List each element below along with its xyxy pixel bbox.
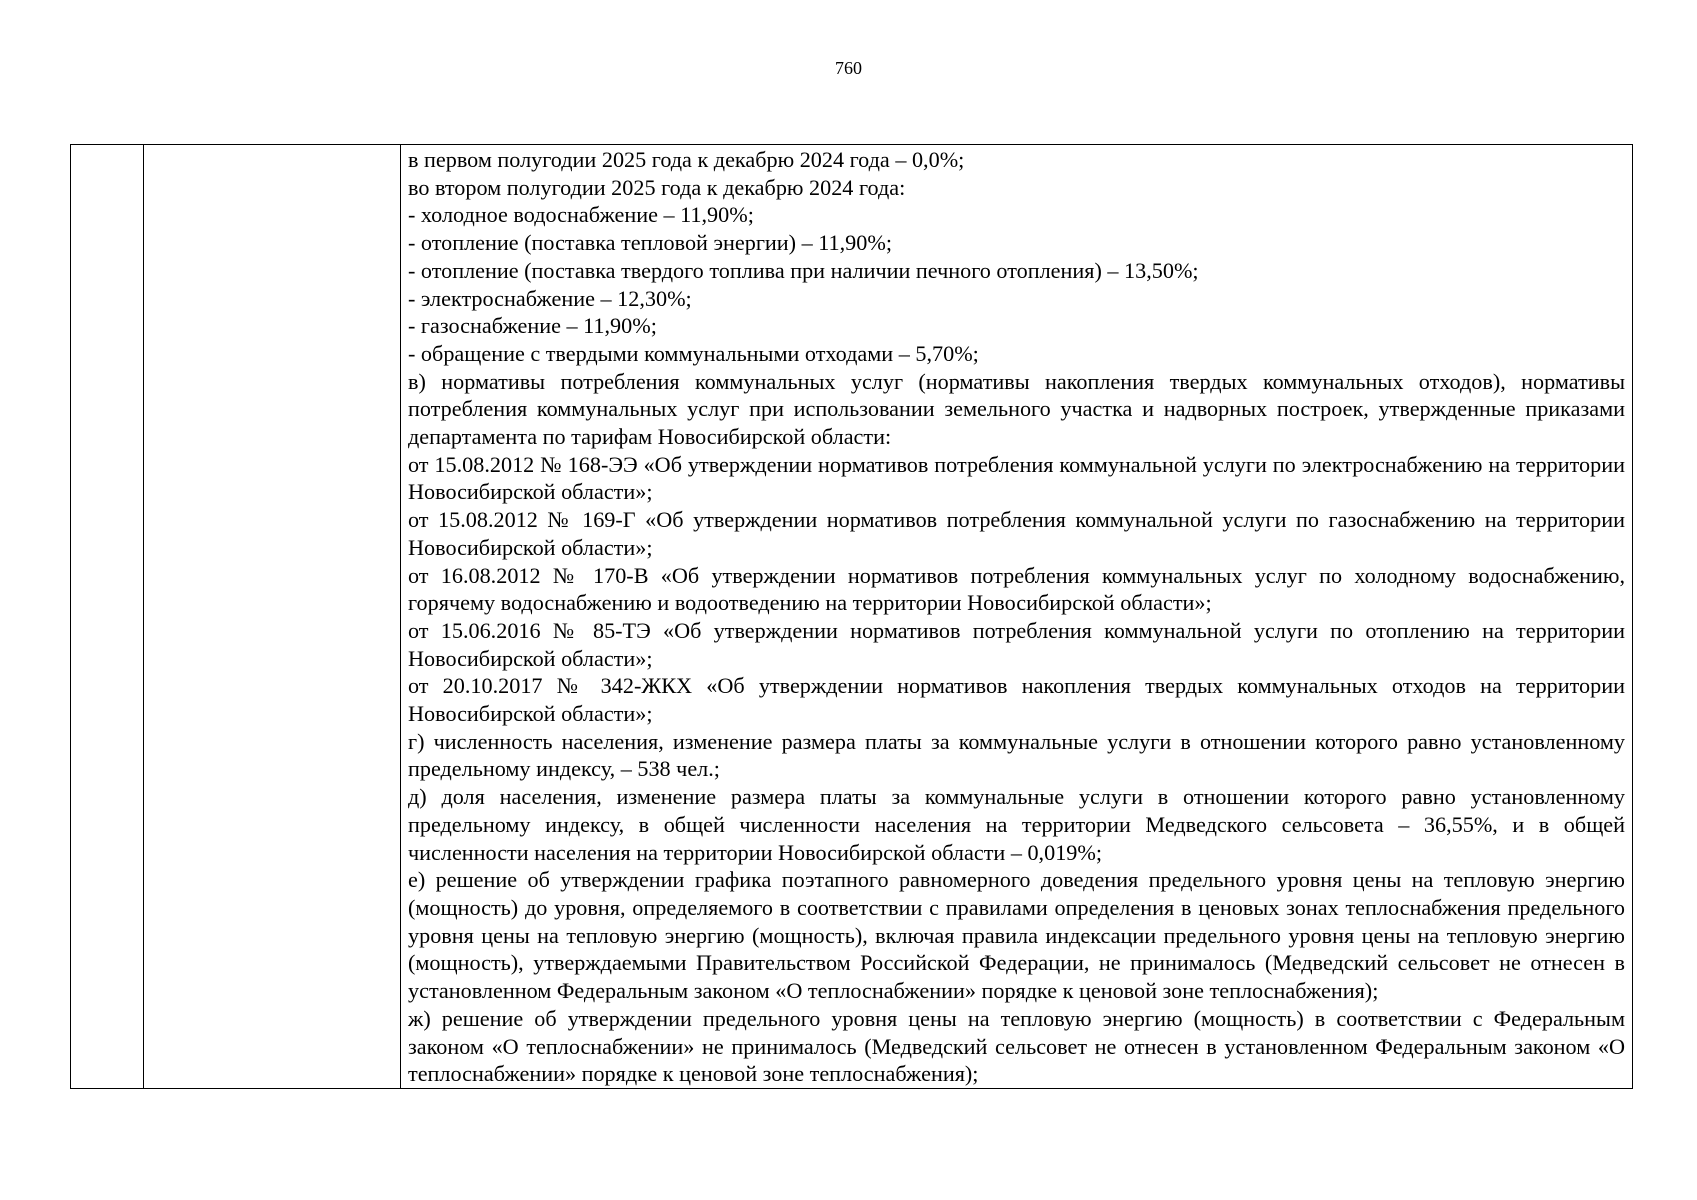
list-item: - электроснабжение – 12,30%; [408, 285, 692, 311]
list-item: - отопление (поставка тепловой энергии) – 11,90%; [408, 230, 892, 256]
list-item: - отопление (поставка твердого топлива при наличии печного отопления) – 13,50%; [408, 257, 1199, 283]
paragraph: в) нормативы потребления коммунальных услуг (нормативы накопления твердых коммунальных отходов), нормативы потребления коммунальных услуг при использовании земельного участка и надворных построек, утвержденные приказами департамента по тарифам Новосибирской области: [408, 368, 1625, 450]
page-number: 760 [835, 58, 862, 78]
list-item: - обращение с твердыми коммунальными отходами – 5,70%; [408, 340, 979, 366]
paragraph: от 15.08.2012 № 168-ЭЭ «Об утверждении нормативов потребления коммунальной услуги по электроснабжению на территории Новосибирской области»; [408, 451, 1625, 505]
paragraph: от 15.06.2016 № 85-ТЭ «Об утверждении нормативов потребления коммунальной услуги по отоплению на территории Новосибирской области»; [408, 617, 1625, 671]
paragraph: д) доля населения, изменение размера платы за коммунальные услуги в отношении которого равно установленному предельному индексу, в общей численности населения на территории Медведского сельсовета – 36,55%, и в общей численности населения на территории Новосибирской области – 0,019%; [408, 784, 1625, 865]
table-cell-number [71, 145, 144, 1089]
paragraph: от 20.10.2017 № 342-ЖКХ «Об утверждении нормативов накопления твердых коммунальных отходов на территории Новосибирской области»; [408, 673, 1625, 727]
paragraph: во втором полугодии 2025 года к декабрю 2024 года: [408, 174, 906, 200]
paragraph: ж) решение об утверждении предельного уровня цены на тепловую энергию (мощность) в соответствии с Федеральным законом «О теплоснабжении» не принималось (Медведский сельсовет не отнесен в установленном Федеральным законом «О теплоснабжении» порядке к ценовой зоне теплоснабжения); [408, 1005, 1625, 1087]
paragraph: г) численность населения, изменение размера платы за коммунальные услуги в отношении которого равно установленному предельному индексу, – 538 чел.; [408, 728, 1625, 782]
list-item: - газоснабжение – 11,90%; [408, 313, 657, 339]
paragraph: от 15.08.2012 № 169-Г «Об утверждении нормативов потребления коммунальной услуги по газоснабжению на территории Новосибирской области»; [408, 507, 1625, 560]
table-row [71, 145, 1633, 1089]
table-cell-content [401, 145, 1633, 1089]
paragraph: в первом полугодии 2025 года к декабрю 2024 года – 0,0%; [408, 147, 965, 172]
table-cell-name [144, 145, 401, 1089]
paragraph: е) решение об утверждении графика поэтапного равномерного доведения предельного уровня цены на тепловую энергию (мощность) до уровня, определяемого в соответствии с правилами определения в ценовых зонах теплоснабжения предельного уровня цены на тепловую энергию (мощность), включая правила индексации предельного уровня цены на тепловую энергию (мощность), утверждаемыми Правительством Российской Федерации, не принималось (Медведский сельсовет не отнесен в установленном Федеральным законом «О теплоснабжении» порядке к ценовой зоне теплоснабжения); [408, 867, 1625, 1004]
list-item: - холодное водоснабжение – 11,90%; [408, 202, 754, 228]
document-table [70, 144, 1633, 1089]
paragraph: от 16.08.2012 № 170-В «Об утверждении нормативов потребления коммунальных услуг по холодному водоснабжению, горячему водоснабжению и водоотведению на территории Новосибирской области»; [408, 562, 1625, 616]
